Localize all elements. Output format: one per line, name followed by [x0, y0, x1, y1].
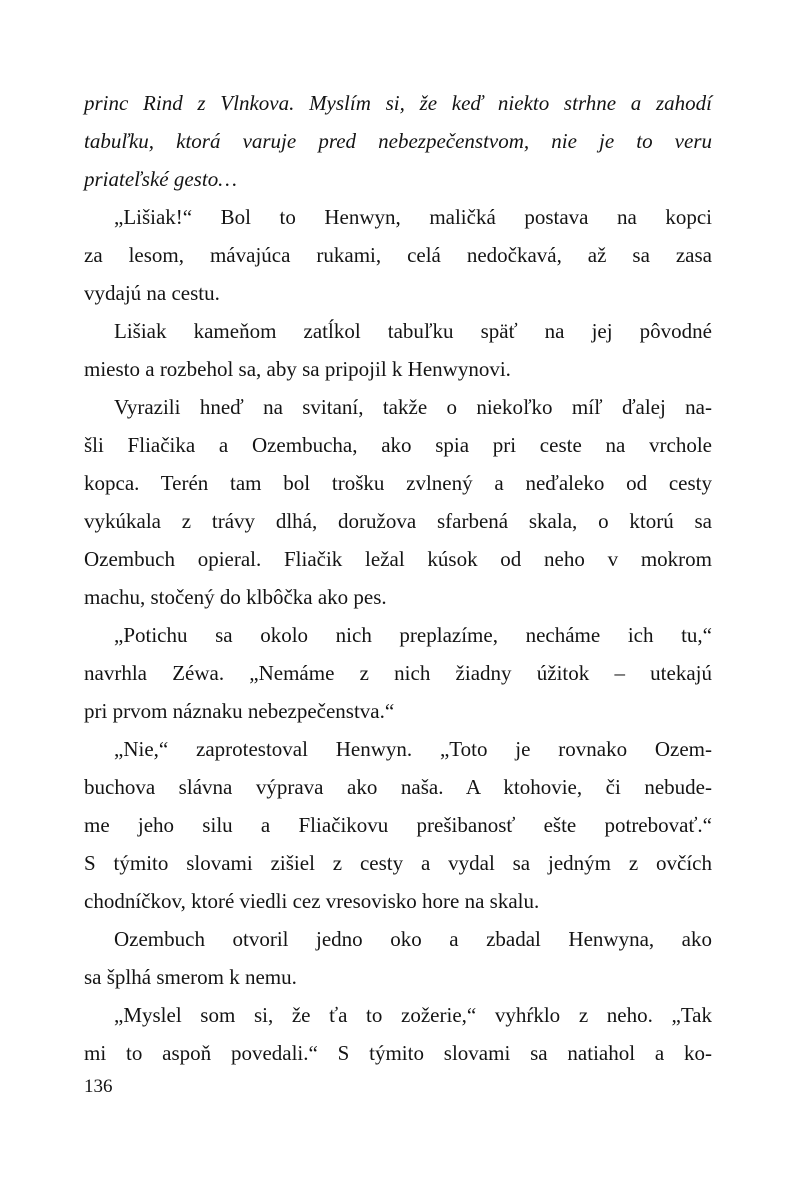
paragraph-8 [84, 996, 712, 1072]
paragraph-4 [84, 388, 712, 616]
text-line: me jeho silu a Fliačikovu prešibanosť ešte potrebovať.“ [84, 813, 712, 837]
text-block [84, 84, 712, 1072]
text-line: Lišiak kameňom zatĺkol tabuľku späť na jej pôvodné [114, 319, 712, 343]
text-line: machu, stočený do klbôčka ako pes. [84, 585, 387, 609]
text-line: S týmito slovami zišiel z cesty a vydal sa jedným z ovčích [84, 851, 712, 875]
text-line: chodníčkov, ktoré viedli cez vresovisko hore na skalu. [84, 889, 540, 913]
text-line: „Nie,“ zaprotestoval Henwyn. „Toto je rovnako Ozem- [114, 737, 712, 761]
text-line: „Potichu sa okolo nich preplazíme, necháme ich tu,“ [114, 623, 712, 647]
page-number: 136 [84, 1076, 113, 1097]
text-line: miesto a rozbehol sa, aby sa pripojil k Henwynovi. [84, 357, 511, 381]
paragraph-7 [84, 920, 712, 996]
text-line: za lesom, mávajúca rukami, celá nedočkavá, až sa zasa [84, 243, 712, 267]
paragraph-5 [84, 616, 712, 730]
text-line: Vyrazili hneď na svitaní, takže o niekoľko míľ ďalej na- [114, 395, 712, 419]
text-line: navrhla Zéwa. „Nemáme z nich žiadny úžitok – utekajú [84, 661, 712, 685]
text-line: princ Rind z Vlnkova. Myslím si, že keď niekto strhne a zahodí [84, 91, 712, 115]
text-line: kopca. Terén tam bol trošku zvlnený a neďaleko od cesty [84, 471, 712, 495]
paragraph-3 [84, 312, 712, 388]
text-line: šli Fliačika a Ozembucha, ako spia pri ceste na vrchole [84, 433, 712, 457]
paragraph-6 [84, 730, 712, 920]
paragraph-2 [84, 198, 712, 312]
text-line: Ozembuch otvoril jedno oko a zbadal Henwyna, ako [114, 927, 712, 951]
text-line: vykúkala z trávy dlhá, doružova sfarbená skala, o ktorú sa [84, 509, 712, 533]
text-line: mi to aspoň povedali.“ S týmito slovami sa natiahol a ko- [84, 1041, 712, 1065]
text-line: buchova slávna výprava ako naša. A ktohovie, či nebude- [84, 775, 712, 799]
text-line: tabuľku, ktorá varuje pred nebezpečenstvom, nie je to veru [84, 129, 712, 153]
text-line: „Myslel som si, že ťa to zožerie,“ vyhŕklo z neho. „Tak [114, 1003, 712, 1027]
paragraph-1 [84, 84, 712, 198]
text-line: vydajú na cestu. [84, 281, 220, 305]
text-line: sa šplhá smerom k nemu. [84, 965, 297, 989]
text-line: Ozembuch opieral. Fliačik ležal kúsok od neho v mokrom [84, 547, 712, 571]
text-line: pri prvom náznaku nebezpečenstva.“ [84, 699, 395, 723]
text-line: „Lišiak!“ Bol to Henwyn, maličká postava na kopci [114, 205, 712, 229]
text-line: priateľské gesto… [84, 167, 237, 191]
